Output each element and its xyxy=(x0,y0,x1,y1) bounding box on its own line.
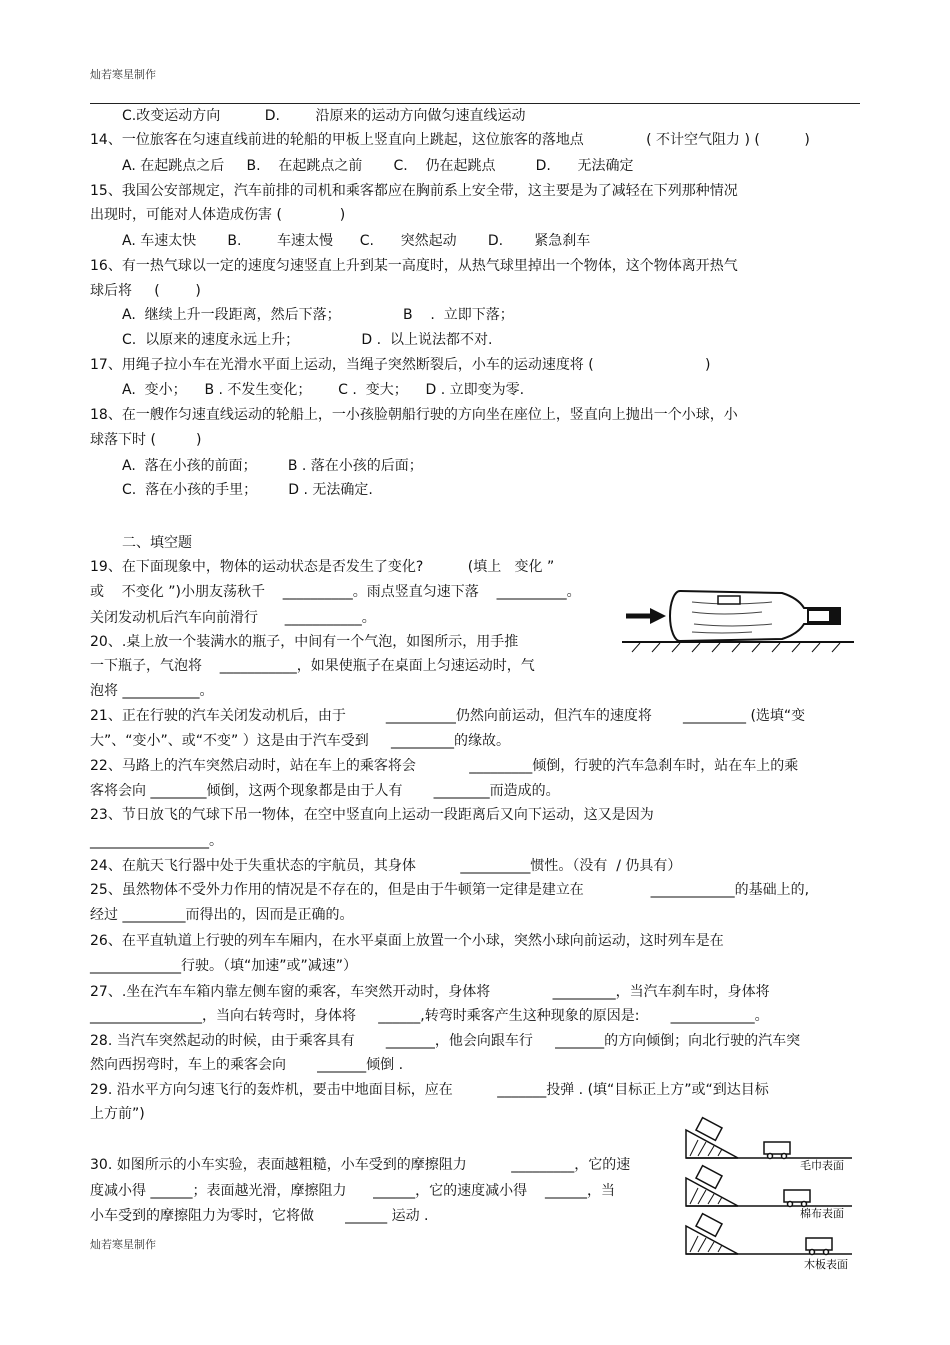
text-line: A. 落在小孩的前面； B . 落在小孩的后面； xyxy=(122,458,423,474)
text-line: 26、在平直轨道上行驶的列车车厢内，在水平桌面上放置一个小球，突然小球向前运动，这时列车是在 xyxy=(90,933,724,949)
text-line: 27、.坐在汽车车箱内靠左侧车窗的乘客，车突然开动时，身体将 _________，当汽车刹车时，身体将 xyxy=(90,984,770,1000)
text-line: 一下瓶子，气泡将 ___________，如果使瓶子在桌面上匀速运动时，气 xyxy=(90,658,535,674)
text-line: 17、用绳子拉小车在光滑水平面上运动，当绳子突然断裂后，小车的运动速度将 ( ) xyxy=(90,357,711,373)
text-line: 球后将 ( ) xyxy=(90,283,201,299)
text-line: ________________，当向右转弯时，身体将 ______,转弯时乘客产生这种现象的原因是: ____________。 xyxy=(90,1008,769,1024)
page-header: 灿若寒星制作 xyxy=(90,68,156,81)
text-line: 16、有一热气球以一定的速度匀速竖直上升到某一高度时，从热气球里掉出一个物体，这个物体离开热气 xyxy=(90,258,738,274)
text-line: 然向西拐弯时，车上的乘客会向 _______倾倒 . xyxy=(90,1057,404,1073)
text-line: 出现时，可能对人体造成伤害 ( ) xyxy=(90,207,346,223)
text-line: 19、在下面现象中，物体的运动状态是否发生了变化? (填上 变化 ” xyxy=(90,559,555,575)
text-line: 小车受到的摩擦阻力为零时，它将做 ______ 运动 . xyxy=(90,1208,429,1224)
text-line: A. 变小； B . 不发生变化； C . 变大； D . 立即变为零. xyxy=(122,382,525,398)
text-line: 23、节日放飞的气球下吊一物体，在空中竖直向上运动一段距离后又向下运动，这又是因为 xyxy=(90,807,654,823)
text-line: 22、马路上的汽车突然启动时，站在车上的乘客将会 _________倾倒，行驶的汽车急刹车时，站在车上的乘 xyxy=(90,758,799,774)
text-line: 球落下时 ( ) xyxy=(90,432,202,448)
text-line: 28. 当汽车突然起动的时候，由于乘客具有 _______，他会向跟车行 _______的方向倾倒；向北行驶的汽车突 xyxy=(90,1033,801,1049)
text-line: 或 不变化 ”)小朋友荡秋千 __________。雨点竖直匀速下落 __________。 xyxy=(90,584,581,600)
text-line: 14、一位旅客在匀速直线前进的轮船的甲板上竖直向上跳起，这位旅客的落地点 ( 不计空气阻力 ) ( ) xyxy=(90,132,810,148)
cotton-surface-label: 棉布表面 xyxy=(800,1207,844,1220)
text-line: 15、我国公安部规定，汽车前排的司机和乘客都应在胸前系上安全带，这主要是为了减轻在下列那种情况 xyxy=(90,183,738,199)
text-line: A. 在起跳点之后 B. 在起跳点之前 C. 仍在起跳点 D. 无法确定 xyxy=(122,158,634,174)
towel-surface-label: 毛巾表面 xyxy=(800,1159,844,1172)
header-rule xyxy=(90,103,860,104)
text-line: 24、在航天飞行器中处于失重状态的宇航员，其身体 __________惯性。（没有 / 仍具有） xyxy=(90,858,682,874)
text-line: 25、虽然物体不受外力作用的情况是不存在的，但是由于牛顿第一定律是建立在 ____________的基础上的, xyxy=(90,882,810,898)
text-line: 30. 如图所示的小车实验，表面越粗糙，小车受到的摩擦阻力 _________，它的速 xyxy=(90,1157,631,1173)
wood-surface-label: 木板表面 xyxy=(804,1258,848,1271)
text-line: 度减小得 ______；表面越光滑，摩擦阻力 ______，它的速度减小得 ______，当 xyxy=(90,1183,615,1199)
text-line: C. 以原来的速度永远上升； D . 以上说法都不对. xyxy=(122,332,493,348)
text-line: _____________行驶。（填“加速”或”减速”） xyxy=(90,958,358,974)
text-line: A. 继续上升一段距离，然后下落； B . 立即下落； xyxy=(122,307,514,323)
text-line: C.改变运动方向 D. 沿原来的运动方向做匀速直线运动 xyxy=(122,108,526,124)
text-line: A. 车速太快 B. 车速太慢 C. 突然起动 D. 紧急刹车 xyxy=(122,233,591,249)
page-footer: 灿若寒星制作 xyxy=(90,1238,156,1251)
text-line: 20、.桌上放一个装满水的瓶子，中间有一个气泡，如图所示，用手推 xyxy=(90,634,519,650)
text-line: _________________。 xyxy=(90,833,223,849)
text-line: 18、在一艘作匀速直线运动的轮船上，一小孩脸朝船行驶的方向坐在座位上，竖直向上抛出一个小球，小 xyxy=(90,407,738,423)
section-title: 二、填空题 xyxy=(122,535,192,551)
text-line: 29. 沿水平方向匀速飞行的轰炸机，要击中地面目标，应在 _______投弹 . (填“目标正上方”或“到达目标 xyxy=(90,1082,769,1098)
text-line: 大”、“变小”、或“不变” ）这是由于汽车受到 _________的缘故。 xyxy=(90,733,510,749)
text-line: 客将会向 ________倾倒，这两个现象都是由于人有 ________而造成的。 xyxy=(90,783,560,799)
text-line: 21、正在行驶的汽车关闭发动机后，由于 __________仍然向前运动，但汽车的速度将 _________ (选填“变 xyxy=(90,708,806,724)
text-line: 泡将 ___________。 xyxy=(90,683,214,699)
text-line: 经过 _________而得出的，因而是正确的。 xyxy=(90,907,354,923)
text-line: C. 落在小孩的手里； D . 无法确定. xyxy=(122,482,373,498)
text-line: 上方前”) xyxy=(90,1106,145,1122)
incline-figure xyxy=(684,1116,854,1276)
text-line: 关闭发动机后汽车向前滑行 ___________。 xyxy=(90,610,376,626)
bottle-figure xyxy=(622,590,854,654)
